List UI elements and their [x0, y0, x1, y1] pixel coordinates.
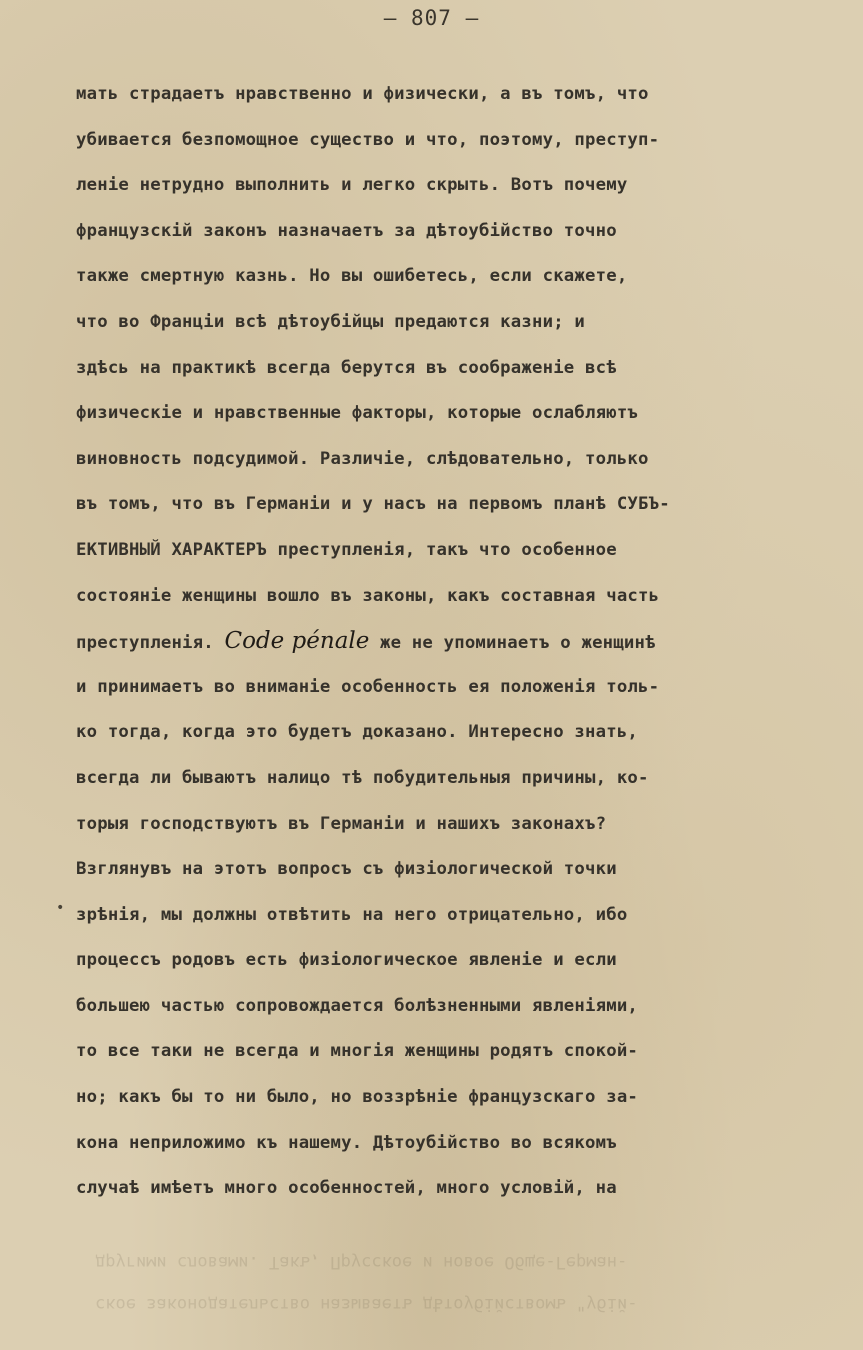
handwritten-insert: Code pénale	[224, 628, 370, 655]
text-line: Взглянувъ на этотъ вопросъ съ физiологической точки	[76, 859, 617, 880]
text-segment: преступленiя.	[76, 633, 225, 654]
text-line: что во Францiи всѣ дѣтоубiйцы предаются казни; и	[76, 311, 586, 332]
text-line: ленie нетрудно выполнить и легко скрыть. Вотъ почему	[76, 175, 628, 196]
page-number: – 807 –	[383, 6, 480, 30]
text-line: торыя господствуютъ въ Германiи и нашихъ законахъ?	[76, 813, 607, 834]
text-line: здѣсь на практикѣ всегда берутся въ соображенie всѣ	[76, 357, 617, 378]
text-line: всегда ли бываютъ налицо тѣ побудительныя причины, ко-	[76, 767, 649, 788]
text-line: зрѣнiя, мы должны отвѣтить на него отрицательно, ибо	[76, 904, 628, 925]
text-line: мать страдаетъ нравственно и физически, а въ томъ, что	[76, 84, 649, 104]
margin-mark: •	[56, 900, 65, 916]
text-line: процессъ родовъ есть физiологическое явленie и если	[76, 950, 617, 971]
text-line: также смертную казнь. Но вы ошибетесь, если скажете,	[76, 266, 628, 287]
text-line: состоянie женщины вошло въ законы, какъ составная часть	[76, 585, 660, 606]
text-line: виновность подсудимой. Различie, слѣдовательно, только	[76, 448, 649, 469]
text-line: ЕКТИВНЫЙ ХАРАКТЕРЪ преступленiя, такъ что особенное	[76, 539, 617, 560]
text-line: большею частью сопровождается болѣзненными явленiями,	[76, 995, 639, 1016]
text-line: ко тогда, когда это будетъ доказано. Интересно знать,	[76, 722, 639, 743]
text-line: французскiй законъ назначаетъ за дѣтоубiйство точно	[76, 220, 617, 241]
text-line: убивается безпомощное существо и что, поэтому, преступ-	[76, 129, 660, 150]
text-line	[76, 619, 836, 665]
text-line: но; какъ бы то ни было, но воззрѣнie французскаго за-	[76, 1087, 639, 1108]
text-segment: же не упоминаетъ о женщинѣ	[369, 633, 656, 654]
text-line: кона неприложимо къ нашему. Дѣтоубiйство во всякомъ	[76, 1132, 617, 1153]
text-line: въ томъ, что въ Германiи и у насъ на первомъ планѣ СУБЪ-	[76, 494, 670, 515]
text-line: физическie и нравственные факторы, которые ослабляютъ	[76, 403, 639, 424]
body-text	[76, 72, 836, 1212]
text-line: и принимаетъ во вниманie особенность ея положенiя толь-	[76, 676, 660, 697]
text-line: случаѣ имѣетъ много особенностей, много условiй, на	[76, 1178, 617, 1199]
bleed-through-text: ское законодательство называетъ дѣтоубiйствомъ "убiй- другими словами. Такъ, Прусское и новое Обще-Герман-	[95, 1252, 638, 1314]
text-line: то все таки не всегда и многiя женщины родятъ спокой-	[76, 1041, 639, 1062]
